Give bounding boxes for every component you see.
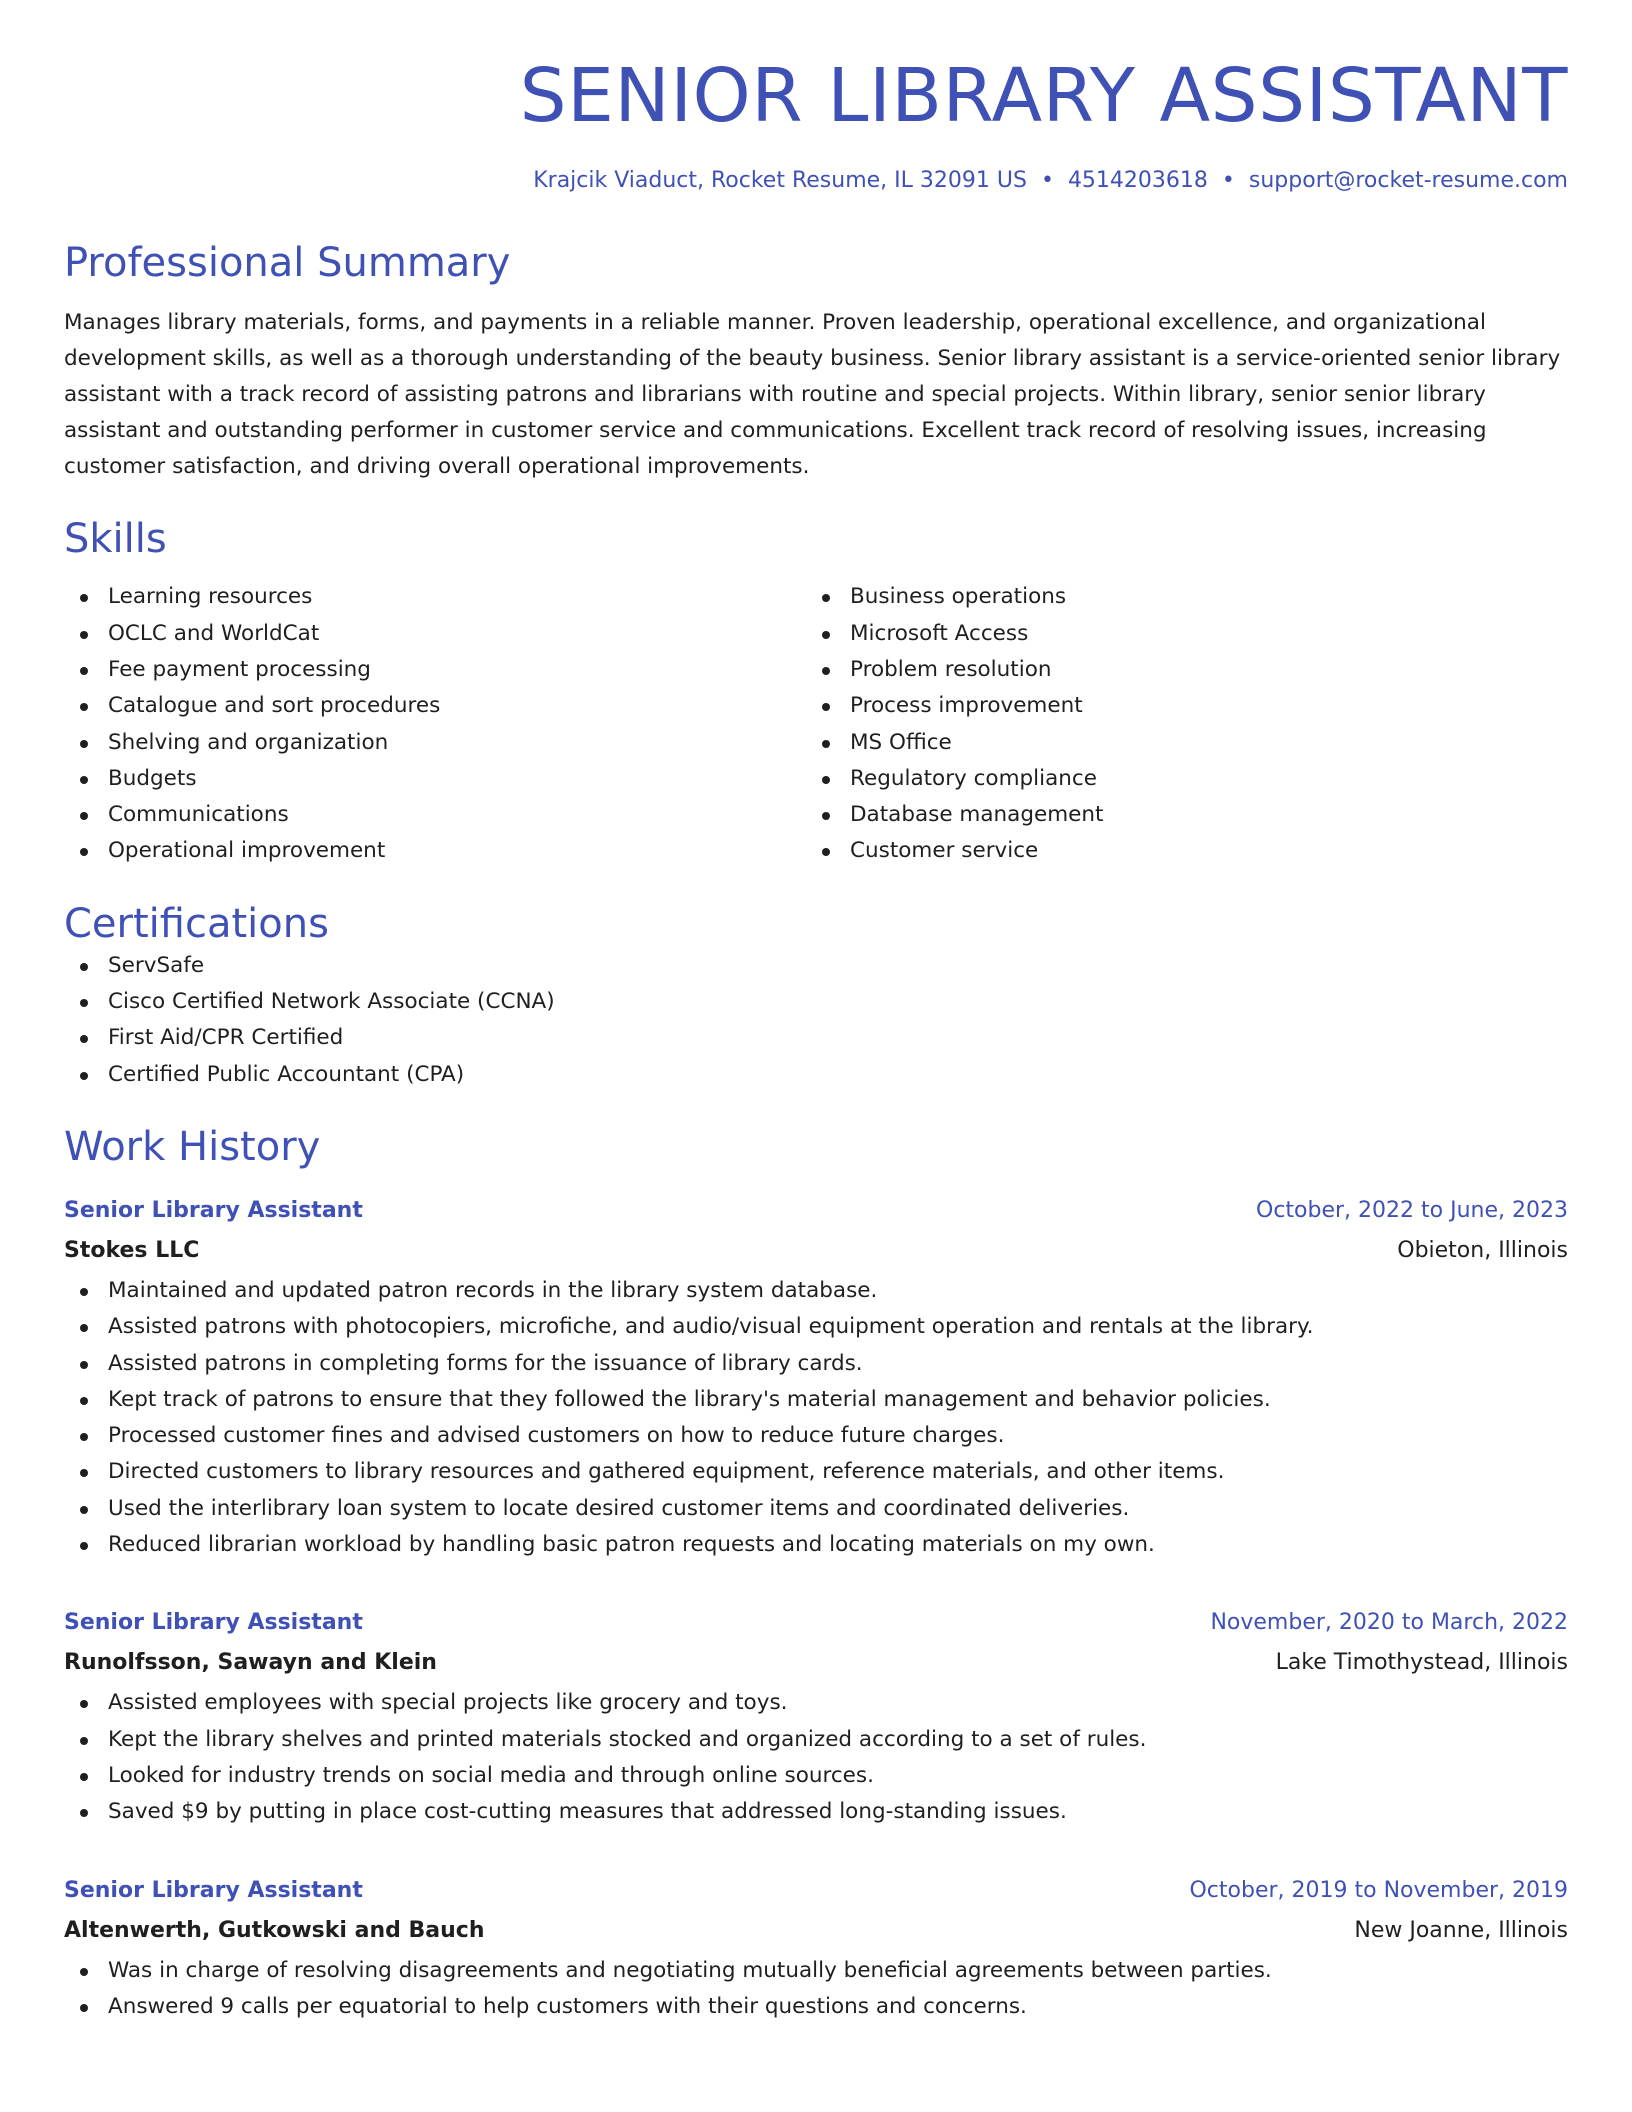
job-company-row bbox=[64, 1909, 1568, 1953]
job-bullet: Was in charge of resolving disagreements and negotiating mutually beneficial agreements between parties. bbox=[64, 1953, 1568, 1989]
skill-item: Communications bbox=[64, 797, 806, 833]
job-title-row bbox=[64, 1605, 1568, 1641]
contact-email: support@rocket-resume.com bbox=[1248, 167, 1568, 193]
skills-list-left bbox=[64, 579, 806, 869]
skill-item: Problem resolution bbox=[806, 652, 1548, 688]
skills-column-right bbox=[806, 579, 1548, 869]
skill-item: Microsoft Access bbox=[806, 616, 1548, 652]
skill-item: OCLC and WorldCat bbox=[64, 616, 806, 652]
job-location: New Joanne, Illinois bbox=[1354, 1917, 1568, 1943]
summary-heading: Professional Summary bbox=[64, 240, 511, 287]
certifications-list bbox=[64, 948, 1568, 1093]
contact-separator: • bbox=[1040, 167, 1054, 193]
job-location: Lake Timothystead, Illinois bbox=[1275, 1650, 1568, 1676]
contact-address: Krajcik Viaduct, Rocket Resume, IL 32091 US bbox=[533, 167, 1027, 193]
job-dates: October, 2022 to June, 2023 bbox=[1256, 1197, 1568, 1223]
skill-item: Budgets bbox=[64, 761, 806, 797]
certifications-heading: Certifications bbox=[64, 900, 329, 947]
job-bullet: Maintained and updated patron records in the library system database. bbox=[64, 1273, 1568, 1309]
skills-grid bbox=[64, 579, 1568, 869]
job-bullet: Assisted patrons in completing forms for the issuance of library cards. bbox=[64, 1346, 1568, 1382]
skill-item: Fee payment processing bbox=[64, 652, 806, 688]
job-company-row bbox=[64, 1641, 1568, 1685]
job-bullet: Assisted patrons with photocopiers, microfiche, and audio/visual equipment operation and rentals at the library. bbox=[64, 1309, 1568, 1345]
job-location: Obieton, Illinois bbox=[1397, 1237, 1568, 1263]
job-bullet-list bbox=[64, 1685, 1568, 1830]
job-company: Altenwerth, Gutkowski and Bauch bbox=[64, 1917, 485, 1943]
job-bullet: Assisted employees with special projects like grocery and toys. bbox=[64, 1685, 1568, 1721]
job-bullet-list bbox=[64, 1953, 1568, 2026]
job-dates: October, 2019 to November, 2019 bbox=[1189, 1877, 1568, 1903]
certification-item: Cisco Certified Network Associate (CCNA) bbox=[64, 984, 1568, 1020]
resume-name: SENIOR LIBRARY ASSISTANT bbox=[519, 53, 1568, 139]
job-dates: November, 2020 to March, 2022 bbox=[1210, 1610, 1568, 1636]
job-bullet: Reduced librarian workload by handling basic patron requests and locating materials on my own. bbox=[64, 1527, 1568, 1563]
certification-item: First Aid/CPR Certified bbox=[64, 1020, 1568, 1056]
skill-item: Customer service bbox=[806, 833, 1548, 869]
contact-separator: • bbox=[1221, 167, 1235, 193]
skill-item: Learning resources bbox=[64, 579, 806, 615]
job-bullet: Kept track of patrons to ensure that they followed the library's material management and behavior policies. bbox=[64, 1382, 1568, 1418]
job-title: Senior Library Assistant bbox=[64, 1877, 363, 1903]
skill-item: Catalogue and sort procedures bbox=[64, 688, 806, 724]
skill-item: Business operations bbox=[806, 579, 1548, 615]
job-entry bbox=[64, 1193, 1568, 1563]
contact-line bbox=[64, 167, 1568, 196]
skill-item: Shelving and organization bbox=[64, 725, 806, 761]
skill-item: Operational improvement bbox=[64, 833, 806, 869]
job-bullet: Processed customer fines and advised customers on how to reduce future charges. bbox=[64, 1418, 1568, 1454]
skill-item: MS Office bbox=[806, 725, 1548, 761]
job-bullet: Saved $9 by putting in place cost-cutting measures that addressed long-standing issues. bbox=[64, 1794, 1568, 1830]
job-title-row bbox=[64, 1873, 1568, 1909]
skill-item: Regulatory compliance bbox=[806, 761, 1548, 797]
skills-column-left bbox=[64, 579, 806, 869]
skills-list-right bbox=[806, 579, 1548, 869]
job-bullet: Kept the library shelves and printed materials stocked and organized according to a set of rules. bbox=[64, 1722, 1568, 1758]
job-bullet-list bbox=[64, 1273, 1568, 1563]
job-bullet: Looked for industry trends on social media and through online sources. bbox=[64, 1758, 1568, 1794]
job-company: Stokes LLC bbox=[64, 1237, 200, 1263]
job-company-row bbox=[64, 1229, 1568, 1273]
work-history-heading: Work History bbox=[64, 1123, 321, 1170]
resume-header bbox=[64, 52, 1568, 195]
job-bullet: Answered 9 calls per equatorial to help customers with their questions and concerns. bbox=[64, 1989, 1568, 2025]
certification-item: ServSafe bbox=[64, 948, 1568, 984]
job-entry bbox=[64, 1873, 1568, 2026]
job-title-row bbox=[64, 1193, 1568, 1229]
contact-phone: 4514203618 bbox=[1067, 167, 1208, 193]
summary-text: Manages library materials, forms, and payments in a reliable manner. Proven leadership, operational excellence, and organizational development skills, as well as a thorough understanding of the beauty business. Senior library assistant is a service-oriented senior library assistant with a track record of assisting patrons and librarians with routine and special projects. Within library, senior senior library assistant and outstanding performer in customer service and communications. Excellent track record of resolving issues, increasing customer satisfaction, and driving overall operational improvements. bbox=[64, 310, 1561, 480]
job-title: Senior Library Assistant bbox=[64, 1610, 363, 1636]
skill-item: Database management bbox=[806, 797, 1548, 833]
job-entry bbox=[64, 1605, 1568, 1830]
certification-item: Certified Public Accountant (CPA) bbox=[64, 1057, 1568, 1093]
skills-heading: Skills bbox=[64, 516, 167, 563]
job-company: Runolfsson, Sawayn and Klein bbox=[64, 1650, 437, 1676]
skill-item: Process improvement bbox=[806, 688, 1548, 724]
job-bullet: Directed customers to library resources and gathered equipment, reference materials, and other items. bbox=[64, 1454, 1568, 1490]
job-bullet: Used the interlibrary loan system to locate desired customer items and coordinated deliveries. bbox=[64, 1491, 1568, 1527]
job-title: Senior Library Assistant bbox=[64, 1197, 363, 1223]
